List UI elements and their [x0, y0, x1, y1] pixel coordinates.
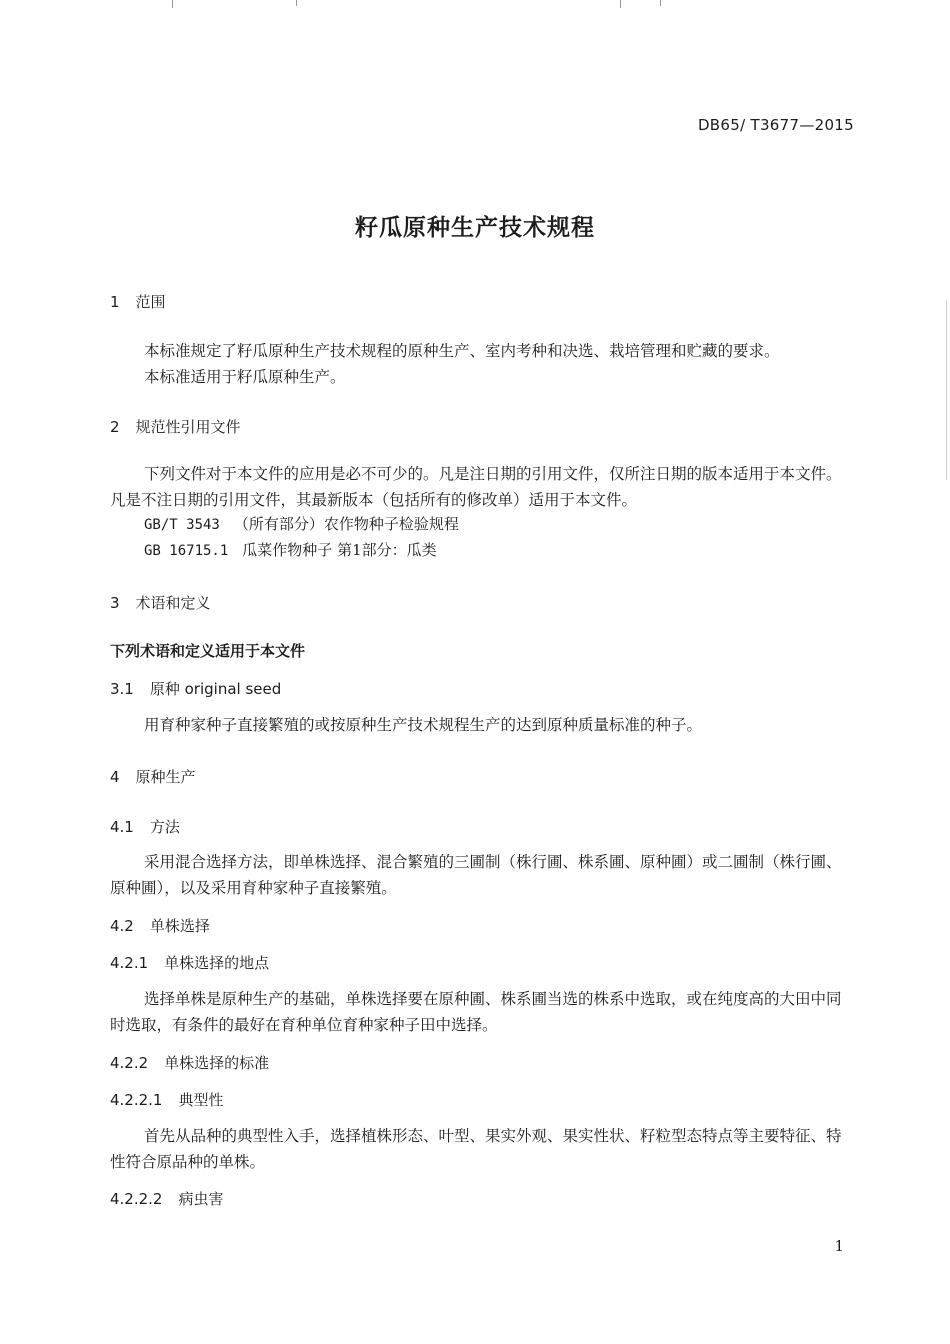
- term-definition: 用育种家种子直接繁殖的或按原种生产技术规程生产的达到原种质量标准的种子。: [144, 716, 703, 734]
- subsection-4-2-2-1-paragraph: 首先从品种的典型性入手，选择植株形态、叶型、果实外观、果实性状、籽粒型态特点等主要特征、特性符合原品种的单株。: [110, 1127, 842, 1171]
- reference-item: [144, 539, 437, 560]
- page-number: 1: [834, 1237, 844, 1255]
- scan-mark: [296, 0, 297, 6]
- section-number: 4.2: [110, 917, 134, 935]
- section-number: 4.2.2.1: [110, 1091, 163, 1109]
- subsection-4-2-heading: [110, 915, 210, 936]
- section-3-heading: [110, 592, 211, 613]
- scan-mark: [946, 300, 947, 480]
- section-title: 典型性: [178, 1091, 224, 1109]
- subsection-4-2-1-paragraph: 选择单株是原种生产的基础，单株选择要在原种圃、株系圃当选的株系中选取，或在纯度高的大田中同时选取，有条件的最好在育种单位育种家种子田中选择。: [110, 990, 842, 1034]
- section-2-heading: [110, 416, 241, 437]
- reference-item: [144, 513, 459, 534]
- section-title: 原种 original seed: [149, 680, 282, 698]
- section-number: 3: [110, 594, 120, 612]
- section-title: 范围: [135, 293, 166, 311]
- subsection-4-1-paragraph: 采用混合选择方法，即单株选择、混合繁殖的三圃制（株行圃、株系圃、原种圃）或二圃制（株行圃、原种圃），以及采用育种家种子直接繁殖。: [110, 853, 842, 897]
- section-number: 3.1: [110, 680, 134, 698]
- terms-intro: 下列术语和定义适用于本文件: [110, 642, 306, 660]
- document-title: 籽瓜原种生产技术规程: [355, 215, 595, 241]
- section-number: 4.2.1: [110, 954, 149, 972]
- section-1-paragraph-1: 本标准规定了籽瓜原种生产技术规程的原种生产、室内考种和决选、栽培管理和贮藏的要求。: [144, 342, 780, 360]
- scan-mark: [660, 0, 661, 6]
- section-title: 单株选择: [149, 917, 210, 935]
- subsection-4-2-2-1-heading: [110, 1089, 224, 1110]
- section-title: 术语和定义: [135, 594, 211, 612]
- reference-code: GB 16715.1: [144, 543, 229, 559]
- section-number: 4.2.2.2: [110, 1190, 163, 1208]
- subsection-4-1-heading: [110, 816, 180, 837]
- scan-mark: [172, 0, 173, 8]
- standard-code: DB65/ T3677—2015: [697, 116, 854, 134]
- section-title: 原种生产: [135, 768, 196, 786]
- section-number: 2: [110, 418, 120, 436]
- subsection-4-2-2-2-heading: [110, 1188, 224, 1209]
- reference-code: GB/T 3543: [144, 517, 220, 533]
- section-title: 规范性引用文件: [135, 418, 241, 436]
- section-title: 病虫害: [178, 1190, 224, 1208]
- section-title: 单株选择的标准: [164, 1054, 270, 1072]
- section-1-heading: [110, 291, 166, 312]
- subsection-3-1-heading: [110, 678, 281, 699]
- section-number: 4.2.2: [110, 1054, 149, 1072]
- reference-title: （所有部分）农作物种子检验规程: [233, 515, 459, 533]
- section-number: 4: [110, 768, 120, 786]
- section-4-heading: [110, 766, 196, 787]
- subsection-4-2-1-heading: [110, 952, 269, 973]
- subsection-4-2-2-heading: [110, 1052, 269, 1073]
- section-title: 方法: [149, 818, 180, 836]
- section-number: 1: [110, 293, 120, 311]
- reference-title: 瓜菜作物种子 第1部分：瓜类: [242, 541, 437, 559]
- scan-mark: [620, 0, 621, 8]
- section-number: 4.1: [110, 818, 134, 836]
- section-1-paragraph-2: 本标准适用于籽瓜原种生产。: [144, 368, 346, 386]
- section-title: 单株选择的地点: [164, 954, 270, 972]
- section-2-paragraph: 下列文件对于本文件的应用是必不可少的。凡是注日期的引用文件，仅所注日期的版本适用于本文件。凡是不注日期的引用文件，其最新版本（包括所有的修改单）适用于本文件。: [110, 465, 842, 509]
